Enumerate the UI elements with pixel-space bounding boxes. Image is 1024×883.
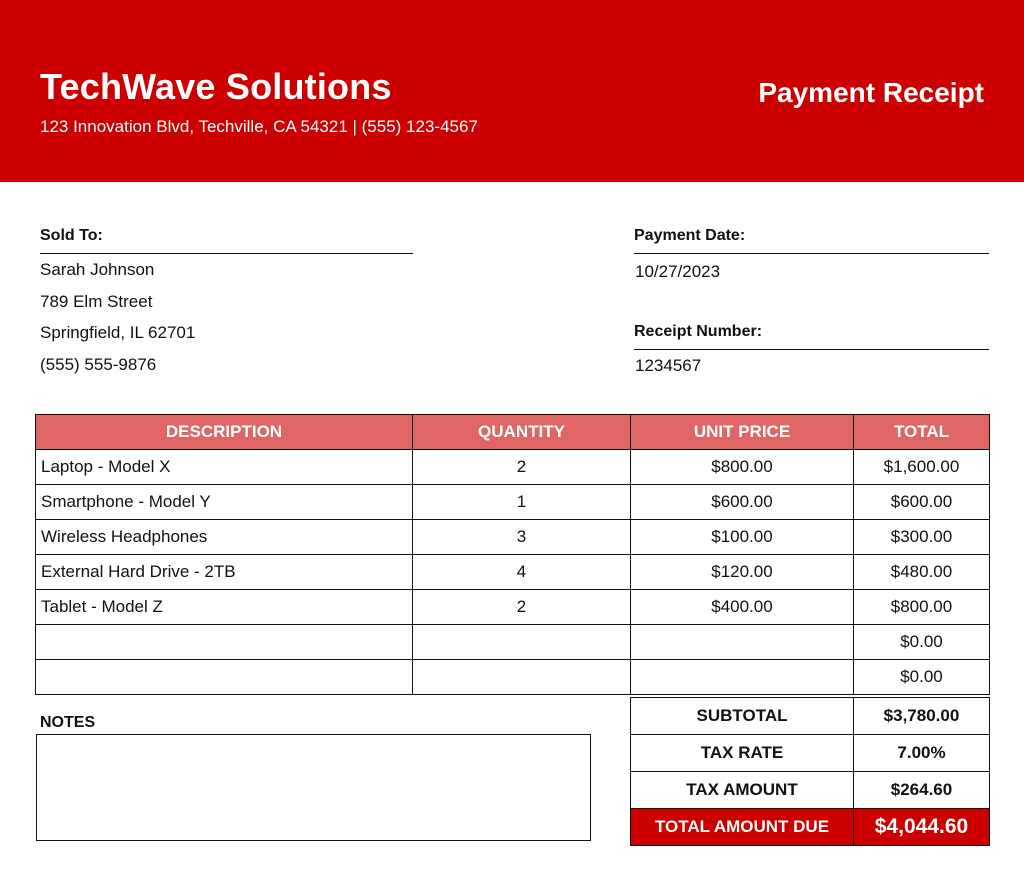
total-due-value: $4,044.60 [854,809,990,846]
customer-phone: (555) 555-9876 [40,355,157,374]
tax-rate-label: TAX RATE [631,735,854,772]
items-header-row [36,415,990,450]
item-description: Smartphone - Model Y [36,485,413,520]
document-title: Payment Receipt [758,77,984,108]
item-quantity: 3 [413,520,631,555]
company-address: 123 Innovation Blvd, Techville, CA 54321 | (555) 123-4567 [40,117,478,136]
subtotal-label: SUBTOTAL [631,698,854,735]
notes-box [36,734,591,841]
notes-label: NOTES [40,714,96,731]
total-due-row [631,809,990,846]
table-row [36,590,990,625]
customer-name: Sarah Johnson [40,260,155,279]
tax-rate-value: 7.00% [854,735,990,772]
table-row [36,520,990,555]
item-quantity [413,625,631,660]
item-unit-price: $120.00 [631,555,854,590]
customer-street: 789 Elm Street [40,292,153,311]
item-total: $300.00 [854,520,990,555]
item-description [36,660,413,695]
item-description: Tablet - Model Z [36,590,413,625]
sold-to-label: Sold To: [40,227,413,254]
item-quantity: 1 [413,485,631,520]
item-description: Laptop - Model X [36,450,413,485]
customer-city: Springfield, IL 62701 [40,323,196,342]
item-description: Wireless Headphones [36,520,413,555]
item-total: $480.00 [854,555,990,590]
item-description [36,625,413,660]
item-quantity [413,660,631,695]
receipt-number-value: 1234567 [635,356,702,375]
subtotal-row [631,698,990,735]
item-total: $0.00 [854,660,990,695]
totals-table [630,697,990,846]
table-row [36,555,990,590]
subtotal-value: $3,780.00 [854,698,990,735]
receipt-header [0,0,1024,182]
column-header-unit-price: UNIT PRICE [631,415,854,450]
column-header-description: DESCRIPTION [36,415,413,450]
tax-amount-label: TAX AMOUNT [631,772,854,809]
item-unit-price: $100.00 [631,520,854,555]
item-unit-price [631,625,854,660]
item-unit-price: $800.00 [631,450,854,485]
total-due-label: TOTAL AMOUNT DUE [631,809,854,846]
items-table [35,414,990,695]
item-unit-price [631,660,854,695]
item-description: External Hard Drive - 2TB [36,555,413,590]
item-total: $1,600.00 [854,450,990,485]
column-header-total: TOTAL [854,415,990,450]
item-quantity: 2 [413,590,631,625]
item-total: $0.00 [854,625,990,660]
company-name: TechWave Solutions [40,66,392,107]
payment-date-value: 10/27/2023 [635,262,721,281]
table-row [36,660,990,695]
item-total: $600.00 [854,485,990,520]
item-total: $800.00 [854,590,990,625]
table-row [36,450,990,485]
tax-amount-row [631,772,990,809]
tax-rate-row [631,735,990,772]
item-unit-price: $600.00 [631,485,854,520]
receipt-number-label: Receipt Number: [634,323,989,350]
item-quantity: 2 [413,450,631,485]
table-row [36,625,990,660]
item-quantity: 4 [413,555,631,590]
table-row [36,485,990,520]
item-unit-price: $400.00 [631,590,854,625]
payment-date-label: Payment Date: [634,227,989,254]
tax-amount-value: $264.60 [854,772,990,809]
column-header-quantity: QUANTITY [413,415,631,450]
